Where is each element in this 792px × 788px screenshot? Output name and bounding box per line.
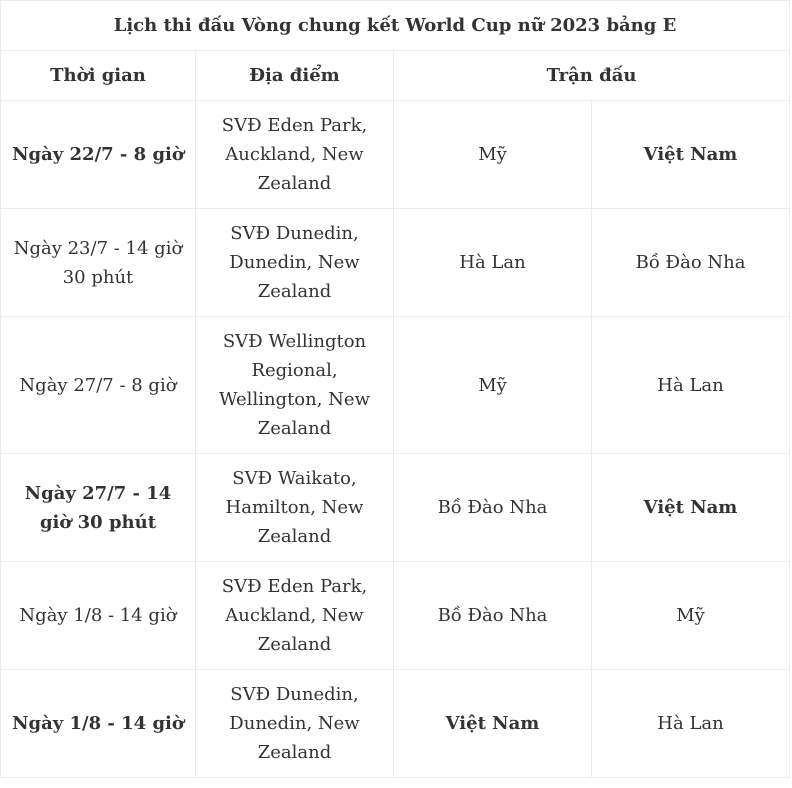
title-row <box>1 1 790 51</box>
cell-team1: Mỹ <box>394 101 592 209</box>
table-row <box>1 209 790 317</box>
cell-venue: SVĐ Dunedin, Dunedin, New Zealand <box>196 209 394 317</box>
table-row <box>1 101 790 209</box>
cell-team1: Bồ Đào Nha <box>394 562 592 670</box>
cell-team1: Mỹ <box>394 317 592 454</box>
cell-time: Ngày 27/7 - 14 giờ 30 phút <box>1 454 196 562</box>
cell-venue: SVĐ Wellington Regional, Wellington, New Zealand <box>196 317 394 454</box>
cell-time: Ngày 1/8 - 14 giờ <box>1 670 196 778</box>
header-time: Thời gian <box>1 51 196 101</box>
cell-team2: Hà Lan <box>592 317 790 454</box>
cell-venue: SVĐ Eden Park, Auckland, New Zealand <box>196 562 394 670</box>
table-row <box>1 670 790 778</box>
table-row <box>1 562 790 670</box>
header-match: Trận đấu <box>394 51 790 101</box>
cell-time: Ngày 27/7 - 8 giờ <box>1 317 196 454</box>
cell-team2: Mỹ <box>592 562 790 670</box>
cell-time: Ngày 1/8 - 14 giờ <box>1 562 196 670</box>
table-row <box>1 454 790 562</box>
table-row <box>1 317 790 454</box>
cell-time: Ngày 23/7 - 14 giờ 30 phút <box>1 209 196 317</box>
table-caption: Lịch thi đấu Vòng chung kết World Cup nữ 2023 bảng E <box>1 1 790 51</box>
cell-venue: SVĐ Waikato, Hamilton, New Zealand <box>196 454 394 562</box>
cell-team1: Bồ Đào Nha <box>394 454 592 562</box>
cell-team2: Việt Nam <box>592 101 790 209</box>
cell-team1: Việt Nam <box>394 670 592 778</box>
cell-team2: Hà Lan <box>592 670 790 778</box>
header-row <box>1 51 790 101</box>
cell-venue: SVĐ Eden Park, Auckland, New Zealand <box>196 101 394 209</box>
header-venue: Địa điểm <box>196 51 394 101</box>
cell-time: Ngày 22/7 - 8 giờ <box>1 101 196 209</box>
cell-team2: Bồ Đào Nha <box>592 209 790 317</box>
cell-venue: SVĐ Dunedin, Dunedin, New Zealand <box>196 670 394 778</box>
cell-team1: Hà Lan <box>394 209 592 317</box>
cell-team2: Việt Nam <box>592 454 790 562</box>
